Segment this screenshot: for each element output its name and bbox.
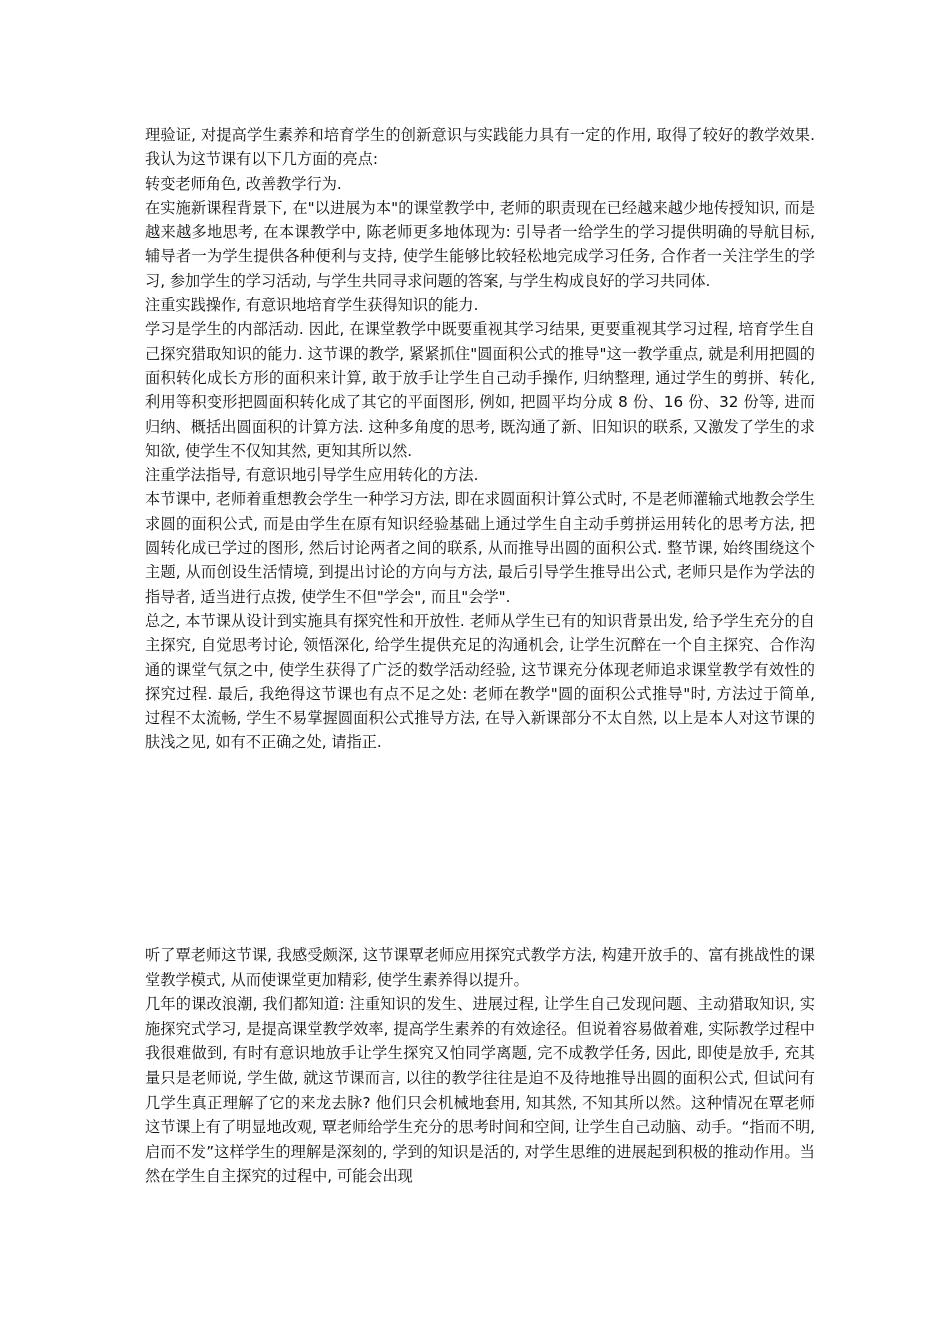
paragraph: 听了覃老师这节课, 我感受颇深, 这节课覃老师应用探究式教学方法, 构建开放手的、富有挑战性的课堂教学模式, 从而使课堂更加精彩, 使学生素养得以提升。 (145, 946, 815, 989)
paragraph: 几年的课改浪潮, 我们都知道: 注重知识的发生、进展过程, 让学生自己发现问题、主动猎取知识, 实施探究式学习, 是提高课堂教学效率, 提高学生素养的有效途径。但说着容易做着难, 实际教学过程中我很难做到, 有时有意识地放手让学生探究又怕同学离题, 完不成教学任务, 因此, 即使是放手, 充其量只是老师说, 学生做, 就这节课而言, 以往的教学往往是迫不及待地推导出圆的面积公式, 但试问有几学生真正理解了它的来龙去脉? 他们只会机械地套用, 知其然, 不知其所以然。这种情况在覃老师这节课上有了明显地改观, 覃老师给学生充分的思考时间和空间, 让学生自己动脑、动手。“指而不明, 启而不发”这样学生的理解是深刻的, 学到的知识是活的, 对学生思维的进展起到积极的推动作用。当然在学生自主探究的过程中, 可能会出现 (145, 995, 815, 1186)
paragraph: 学习是学生的内部活动. 因此, 在课堂教学中既要重视其学习结果, 更要重视其学习过程, 培育学生自己探究猎取知识的能力. 这节课的教学, 紧紧抓住"圆面积公式的推导"这一教学重点, 就是利用把圆的面积转化成长方形的面积来计算, 敢于放手让学生自己动手操作, 归纳整理, 通过学生的剪拼、转化, 利用等积变形把圆面积转化成了其它的平面图形, 例如, 把圆平均分成 8 份、16 份、32 份等, 进而归纳、概括出圆面积的计算方法. 这种多角度的思考, 既沟通了新、旧知识的联系, 又激发了学生的求知欲, 使学生不仅知其然, 更知其所以然. (145, 320, 815, 460)
paragraph-heading: 注重学法指导, 有意识地引导学生应用转化的方法. (145, 466, 479, 485)
reflection-section-2 (145, 943, 815, 1189)
paragraph: 理验证, 对提高学生素养和培育学生的创新意识与实践能力具有一定的作用, 取得了较好的教学效果. 我认为这节课有以下几方面的亮点: (145, 126, 815, 169)
paragraph-heading: 转变老师角色, 改善教学行为. (145, 174, 342, 193)
paragraph: 本节课中, 老师着重想教会学生一种学习方法, 即在求圆面积计算公式时, 不是老师灌输式地教会学生求圆的面积公式, 而是由学生在原有知识经验基础上通过学生自主动手剪拼运用转化的思考方法, 把圆转化成已学过的图形, 然后讨论两者之间的联系, 从而推导出圆的面积公式. 整节课, 始终围绕这个主题, 从而创设生活情境, 到提出讨论的方向与方法, 最后引导学生推导出公式, 老师只是作为学法的指导者, 适当进行点拨, 使学生不但"学会", 而且"会学". (145, 490, 815, 606)
paragraph: 总之, 本节课从设计到实施具有探究性和开放性. 老师从学生已有的知识背景出发, 给予学生充分的自主探究, 自觉思考讨论, 领悟深化, 给学生提供充足的沟通机会, 让学生沉醉在一个自主探究、合作沟通的课堂气氛之中, 使学生获得了广泛的数学活动经验, 这节课充分体现老师追求课堂教学有效性的探究过程. 最后, 我绝得这节课也有点不足之处: 老师在教学"圆的面积公式推导"时, 方法过于简单, 过程不太流畅, 学生不易掌握圆面积公式推导方法, 在导入新课部分不太自然, 以上是本人对这节课的肤浅之见, 如有不正确之处, 请指正. (145, 611, 815, 752)
paragraph-heading: 注重实践操作, 有意识地培育学生获得知识的能力. (145, 296, 479, 315)
paragraph: 在实施新课程背景下, 在"以进展为本"的课堂教学中, 老师的职责现在已经越来越少地传授知识, 而是越来越多地思考, 在本课教学中, 陈老师更多地体现为: 引导者一给学生的学习提供明确的导航目标, 辅导者一为学生提供各种便利与支持, 使学生能够比较轻松地完成学习任务, 合作者一关注学生的学习, 参加学生的学习活动, 与学生共同寻求问题的答案, 与学生构成良好的学习共同体. (145, 198, 815, 290)
reflection-section-1 (145, 123, 815, 755)
